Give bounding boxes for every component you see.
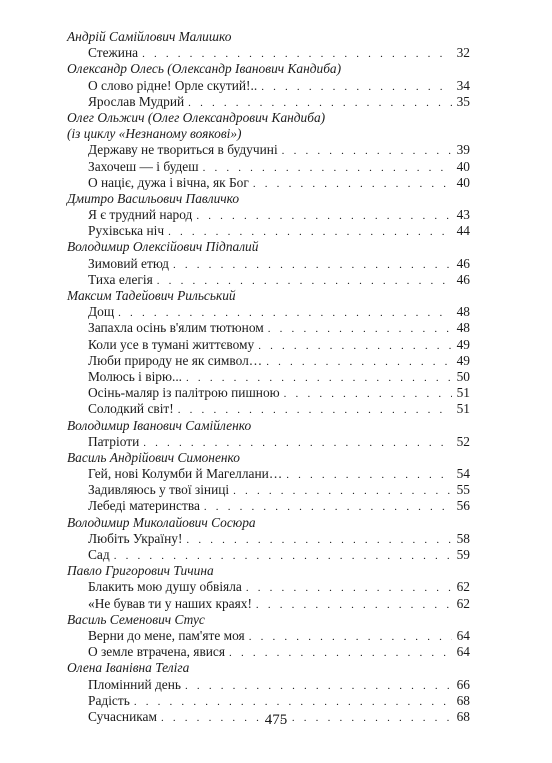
dot-leader [114,548,452,564]
entry-page-number: 43 [456,207,470,223]
entry-page-number: 58 [456,530,470,546]
toc-entry [67,256,470,272]
entry-title: Сад [88,547,110,562]
toc-entry [67,644,470,660]
entry-page-number: 51 [456,385,470,401]
entry-page-number: 46 [456,271,470,287]
entry-title: Солодкий світ! [88,401,174,417]
entry-title: Блакить мою душу обвіяла [88,579,242,595]
dot-leader [157,273,452,289]
entry-title: Я є трудний народ [88,207,193,223]
entry-title: Молюсь і вірю... [88,368,183,384]
entry-title: Осінь-маляр із палітрою пишною [88,385,280,401]
entry-page-number: 48 [456,320,470,336]
toc-entry [67,401,470,417]
dot-leader [253,176,452,192]
entry-title: Ярослав Мудрий [88,93,185,109]
toc-entry [67,272,470,288]
entry-page-number: 35 [456,93,470,109]
entry-title: Гей, нові Колумби й Магеллани… [88,466,283,482]
author-heading: Максим Тадейович Рильський [67,288,236,303]
entry-page-number: 48 [456,304,470,320]
entry-title: Зимовий етюд [88,255,169,271]
entry-title: Патріоти [88,433,140,449]
toc-entry [67,693,470,709]
dot-leader [284,386,452,402]
dot-leader [268,321,452,337]
dot-leader [233,483,452,499]
entry-page-number: 50 [456,368,470,384]
dot-leader [142,46,452,62]
entry-page-number: 68 [456,692,470,708]
entry-page-number: 64 [456,627,470,643]
dot-leader [249,629,452,645]
entry-title: О земле втрачена, явися [88,644,226,660]
entry-title: «Не бував ти у наших краях! [88,595,252,611]
author-heading: Павло Григорович Тичина [67,563,214,579]
entry-title: Любіть Україну! [88,530,183,546]
author-heading: Василь Андрійович Симоненко [67,449,240,465]
entry-title: Сучасникам [88,708,157,724]
entry-page-number: 40 [456,174,470,190]
dot-leader [134,694,452,710]
toc-entry [67,175,470,191]
entry-title: Тиха елегія [88,271,153,287]
dot-leader [246,580,452,596]
dot-leader [196,208,452,224]
dot-leader [256,597,452,613]
toc-entry [67,498,470,514]
entry-title: О слово рідне! Орле скутий!.. [88,77,258,93]
toc-entry [67,482,470,498]
entry-page-number: 40 [456,158,470,174]
dot-leader [173,257,452,273]
entry-page-number: 68 [456,708,470,724]
toc-entry [67,159,470,175]
author-heading: Андрій Самійлович Малишко [67,29,232,44]
toc-entry [67,579,470,595]
entry-page-number: 62 [456,595,470,611]
entry-title: Люби природу не як символ… [88,352,263,368]
author-heading: Дмитро Васильович Павличко [67,190,240,206]
dot-leader [258,338,452,354]
entry-page-number: 55 [456,482,470,498]
author-heading: Василь Семенович Стус [67,611,205,627]
entry-title: Захочеш — і будеш [88,158,199,174]
entry-page-number: 56 [456,498,470,514]
author-heading: Володимир Миколайович Сосюра [67,514,256,530]
entry-page-number: 32 [456,45,470,61]
author-heading: Олег Ольжич (Олег Олександрович Кандиба) [67,109,326,125]
toc-entry [67,628,470,644]
entry-page-number: 52 [456,433,470,449]
entry-title: Стежина [88,45,139,61]
toc-entry [67,223,470,239]
dot-leader [178,402,452,418]
entry-title: Запахла осінь в'ялим тютюном [88,320,264,336]
toc-entry [67,353,470,369]
dot-leader [282,143,452,159]
dot-leader [204,499,452,515]
dot-leader [186,532,452,548]
dot-leader [168,224,452,240]
dot-leader [188,95,452,111]
entry-title: Лебеді материнства [88,498,200,514]
dot-leader [261,79,452,95]
toc-entry [67,466,470,482]
toc-entry [67,78,470,94]
dot-leader [185,678,452,694]
toc-entry [67,320,470,336]
author-heading: Олександр Олесь (Олександр Іванович Кандиба) [67,61,342,77]
toc-entry [67,531,470,547]
entry-title: Задивляюсь у твої зіниці [88,482,230,498]
toc-entry [67,434,470,450]
entry-page-number: 51 [456,401,470,417]
dot-leader [286,467,452,483]
entry-title: Рухівська ніч [88,223,165,239]
author-subtitle: (із циклу «Незнаному воякові») [67,126,242,142]
entry-page-number: 64 [456,644,470,660]
toc-entry [67,45,470,61]
toc-entry [67,94,470,110]
author-heading: Володимир Іванович Самійленко [67,417,252,433]
dot-leader [118,305,452,321]
entry-page-number: 59 [456,547,470,562]
entry-page-number: 49 [456,352,470,368]
toc-entry [67,304,470,320]
entry-title: Коли усе в тумані життєвому [88,336,255,352]
author-heading: Олена Іванівна Теліга [67,660,190,676]
entry-page-number: 39 [456,142,470,158]
toc-entry [67,596,470,612]
dot-leader [229,645,452,661]
entry-title: Верни до мене, пам'яте моя [88,627,245,643]
toc-entry [67,385,470,401]
dot-leader [143,435,452,451]
toc-entry [67,547,470,563]
entry-page-number: 44 [456,223,470,239]
entry-page-number: 54 [456,466,470,482]
toc-entry [67,207,470,223]
entry-title: О націє, дужа і вічна, як Бог [88,174,249,190]
toc-entry [67,142,470,158]
entry-title: Дощ [88,304,115,320]
entry-page-number: 49 [456,336,470,352]
entry-page-number: 62 [456,579,470,595]
table-of-contents [67,29,470,725]
page-number: 475 [264,712,288,728]
entry-page-number: 66 [456,676,470,692]
entry-page-number: 46 [456,255,470,271]
toc-entry [67,369,470,385]
entry-title: Радість [88,692,130,708]
dot-leader [203,160,452,176]
toc-entry [67,337,470,353]
dot-leader [186,370,452,386]
entry-title: Пломінний день [88,676,182,692]
toc-entry [67,677,470,693]
entry-page-number: 34 [456,77,470,93]
dot-leader [266,354,452,370]
entry-title: Державу не твориться в будучині [88,142,278,158]
author-heading: Володимир Олексійович Підпалий [67,239,259,255]
